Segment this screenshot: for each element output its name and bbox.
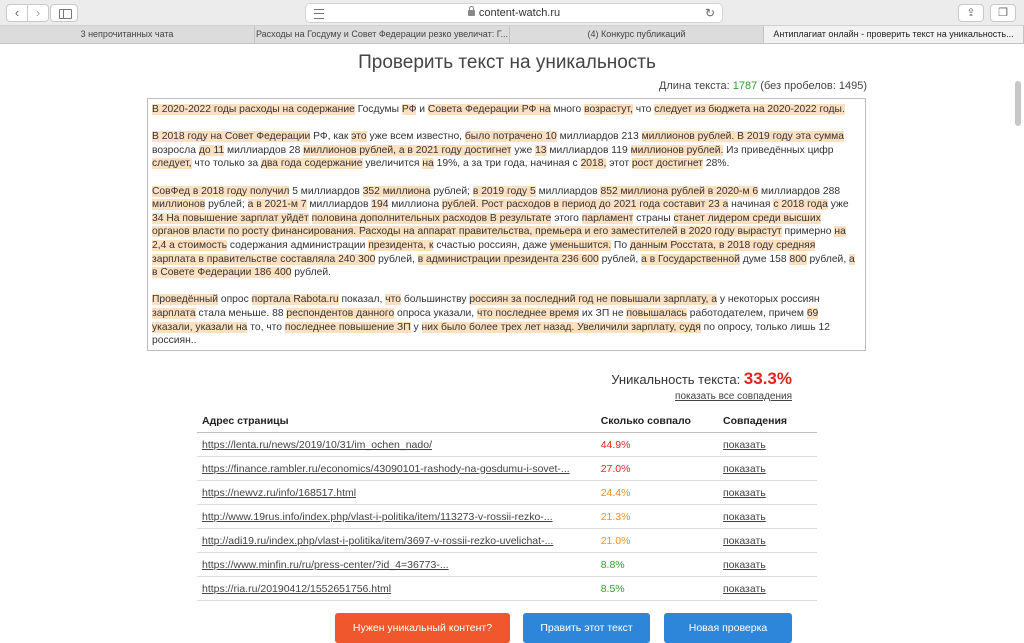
matched-fragment: миллионов рублей. В 2019 году эта сумма — [641, 131, 844, 143]
tab-contest[interactable]: (4) Конкурс публикаций — [510, 26, 764, 43]
uniqueness-label: Уникальность текста: — [611, 372, 744, 387]
text-fragment: 5 миллиардов — [289, 185, 363, 197]
match-url-link[interactable]: https://newvz.ru/info/168517.html — [202, 486, 357, 499]
tab-bar — [0, 26, 1024, 44]
matched-fragment: парламент — [581, 212, 634, 224]
text-fragment: рублей, — [806, 253, 850, 265]
matched-fragment: что — [385, 294, 401, 306]
checked-text-area[interactable] — [147, 98, 866, 351]
matched-fragment: на — [422, 158, 434, 170]
text-fragment: опрос — [217, 294, 252, 306]
match-percent: 21.0% — [596, 529, 718, 553]
text-fragment: уже — [511, 144, 536, 156]
share-icon[interactable]: ⇪ — [958, 4, 984, 22]
tab-chats[interactable]: 3 непрочитанных чата — [0, 26, 255, 43]
matched-fragment: 69 указали, указали на — [152, 307, 819, 333]
sidebar-toggle-icon[interactable] — [50, 4, 78, 22]
column-header-matches: Совпадения — [718, 410, 817, 433]
unique-content-button[interactable]: Нужен уникальный контент? — [335, 613, 510, 643]
matched-fragment: до 11 — [198, 144, 225, 156]
match-url-link[interactable]: https://finance.rambler.ru/economics/43090101-rashody-na-gosdumu-i-sovet-... — [202, 462, 570, 475]
length-value: 1787 — [732, 80, 758, 92]
match-url-link[interactable]: http://adi19.ru/index.php/vlast-i-politika/item/3697-v-rossii-rezko-uvelichat-... — [202, 534, 554, 547]
match-percent: 21.3% — [596, 505, 718, 529]
address-bar[interactable] — [305, 3, 723, 23]
url-cell — [197, 553, 596, 577]
matched-fragment: а в Совете Федерации 186 400 — [152, 253, 855, 279]
text-fragment: много — [550, 104, 585, 115]
matched-fragment: повышалась — [626, 307, 687, 319]
text-fragment: начиная — [728, 199, 774, 211]
matched-fragment: данным Росстата, в 2018 году средняя зарплата в правительстве составляла 240 300 — [152, 239, 816, 265]
matched-fragment: следует из бюджета на 2020-2022 годы. — [654, 104, 845, 115]
match-percent: 27.0% — [596, 457, 718, 481]
url-cell — [197, 457, 596, 481]
matched-fragment: россиян за последний год не повышали зарплату, а — [469, 294, 717, 306]
match-url-link[interactable]: https://lenta.ru/news/2019/10/31/im_ochen_nado/ — [202, 438, 432, 451]
match-url-link[interactable]: https://www.minfin.ru/ru/press-center/?id_4=36773-... — [202, 558, 449, 571]
text-fragment: рублей; — [430, 185, 473, 197]
table-header-row — [197, 410, 817, 433]
text-fragment: миллиардов 28 — [224, 144, 304, 156]
show-cell — [718, 577, 817, 601]
show-cell — [718, 553, 817, 577]
matched-fragment: уменьшится. — [549, 239, 612, 251]
matched-fragment: было потрачено 10 — [464, 131, 557, 143]
table-row — [197, 481, 817, 505]
text-paragraph — [152, 130, 861, 171]
matched-fragment: а в Государственной — [641, 253, 740, 265]
matches-table — [197, 410, 817, 601]
page-scrollbar[interactable] — [1015, 81, 1021, 126]
text-fragment: миллиона — [388, 199, 442, 211]
text-fragment: Из приведённых цифр — [723, 144, 834, 156]
matched-fragment: респондентов данного — [286, 307, 395, 319]
matched-fragment: СовФед в 2018 году получил — [152, 185, 290, 197]
text-fragment: рублей. — [291, 267, 331, 279]
text-fragment: Госдумы — [354, 104, 402, 115]
browser-toolbar — [0, 0, 1024, 26]
matched-fragment: последнее повышение ЗП — [284, 321, 411, 333]
match-percent: 44.9% — [596, 433, 718, 457]
text-fragment: миллиардов — [306, 199, 372, 211]
matched-fragment: портала Rabota.ru — [251, 294, 339, 306]
text-fragment: показал, — [338, 294, 386, 306]
matched-fragment: а в 2021-м 7 — [247, 199, 307, 211]
length-label: Длина текста: — [658, 80, 733, 92]
text-fragment: миллиардов 213 — [556, 131, 642, 143]
show-cell — [718, 433, 817, 457]
matched-fragment: возрастут, — [584, 104, 633, 115]
text-length — [659, 80, 867, 92]
text-fragment: этот — [606, 158, 632, 170]
show-match-link[interactable]: показать — [722, 582, 766, 595]
text-fragment: опроса указали, — [394, 307, 477, 319]
match-percent: 8.5% — [596, 577, 718, 601]
text-fragment: их ЗП не — [579, 307, 627, 319]
matched-fragment: это — [351, 131, 367, 143]
text-fragment: содержания администрации — [227, 239, 369, 251]
matched-fragment: два года содержание — [260, 158, 363, 170]
text-fragment: и — [416, 104, 428, 115]
text-fragment: примерно — [781, 226, 835, 238]
table-row — [197, 433, 817, 457]
show-cell — [718, 457, 817, 481]
tab-news[interactable]: Расходы на Госдуму и Совет Федерации резко увеличат: Г... — [255, 26, 510, 43]
url-cell — [197, 577, 596, 601]
text-fragment: то, что — [247, 321, 285, 333]
matched-fragment: в 2019 году 5 — [472, 185, 536, 197]
url-cell — [197, 505, 596, 529]
text-fragment: миллиардов 288 — [758, 185, 841, 197]
text-fragment: увеличится — [362, 158, 423, 170]
show-match-link[interactable]: показать — [722, 558, 766, 571]
text-fragment: миллиардов — [535, 185, 601, 197]
text-fragment: думе 158 — [739, 253, 790, 265]
matched-fragment: В 2020-2022 годы расходы на содержание — [152, 104, 355, 115]
matched-fragment: миллионов рублей, а в 2021 году достигнет — [303, 144, 512, 156]
show-cell — [718, 481, 817, 505]
show-match-link[interactable]: показать — [722, 486, 766, 499]
url-cell — [197, 529, 596, 553]
show-match-link[interactable]: показать — [722, 534, 766, 547]
text-fragment: стала меньше. 88 — [195, 307, 287, 319]
matched-fragment: В 2018 году на Совет Федерации — [152, 131, 311, 143]
text-fragment: большинству — [400, 294, 470, 306]
show-match-link[interactable]: показать — [722, 462, 766, 475]
show-cell — [718, 529, 817, 553]
reload-icon[interactable]: ↻ — [704, 6, 715, 20]
text-fragment: 28%. — [703, 158, 730, 170]
matched-fragment: 34 На повышение зарплат уйдёт — [152, 212, 309, 224]
matched-fragment: РФ — [401, 104, 417, 115]
match-percent: 24.4% — [596, 481, 718, 505]
lock-icon — [468, 10, 475, 16]
matched-fragment: рост достигнет — [631, 158, 703, 170]
text-paragraph — [152, 293, 861, 347]
column-header-url: Адрес страницы — [197, 410, 596, 433]
matched-fragment: 13 — [535, 144, 547, 156]
text-fragment: страны — [633, 212, 674, 224]
matched-fragment: 852 миллиона рублей в 2020-м 6 — [600, 185, 759, 197]
matched-fragment: в администрации президента 236 600 — [417, 253, 599, 265]
text-fragment: у — [410, 321, 422, 333]
matched-fragment: следует, — [152, 158, 192, 170]
text-fragment: По — [611, 239, 630, 251]
matched-fragment: Совета Федерации РФ на — [427, 104, 551, 115]
matched-fragment: 352 миллиона — [362, 185, 431, 197]
text-fragment: уже всем известно, — [366, 131, 465, 143]
matched-fragment: на 2,4 а стоимость — [152, 226, 846, 251]
text-fragment: рублей; — [205, 199, 248, 211]
table-row — [197, 505, 817, 529]
table-row — [197, 457, 817, 481]
new-check-button[interactable]: Новая проверка — [664, 613, 792, 643]
text-paragraph — [152, 185, 861, 280]
text-paragraph — [152, 103, 861, 117]
text-fragment: что только за — [191, 158, 261, 170]
page-title: Проверить текст на уникальность — [358, 52, 656, 73]
matched-fragment: половина дополнительных расходов В результате — [311, 212, 552, 224]
tab-overview-icon[interactable]: ❐ — [990, 4, 1016, 22]
text-fragment: что — [632, 104, 655, 115]
matched-fragment: 2018, — [580, 158, 607, 170]
uniqueness-value: 33.3% — [743, 369, 792, 388]
show-match-link[interactable]: показать — [722, 438, 766, 451]
text-fragment: миллиардов 119 — [546, 144, 631, 156]
match-percent: 8.8% — [596, 553, 718, 577]
matched-fragment: них было более трех лет назад. Увеличили зарплату, судя — [421, 321, 701, 333]
edit-text-button[interactable]: Править этот текст — [523, 613, 650, 643]
text-fragment: рублей, — [375, 253, 418, 265]
matched-fragment: 194 — [371, 199, 389, 211]
matched-fragment: миллионов рублей. — [630, 144, 724, 156]
back-button[interactable]: ‹ — [6, 4, 28, 22]
matched-fragment: зарплата — [152, 307, 196, 319]
uniqueness-result — [611, 369, 792, 389]
table-row — [197, 577, 817, 601]
text-fragment: 19%, а за три года, начиная с — [433, 158, 581, 170]
url-text: content-watch.ru — [478, 7, 561, 19]
text-fragment: РФ, как — [310, 131, 352, 143]
text-fragment: этого — [551, 212, 582, 224]
match-url-link[interactable]: http://www.19rus.info/index.php/vlast-i-politika/item/113273-v-rossii-rezko-... — [202, 510, 553, 523]
matched-fragment: 800 — [789, 253, 807, 265]
text-fragment: уже — [827, 199, 849, 211]
show-cell — [718, 505, 817, 529]
match-url-link[interactable]: https://ria.ru/20190412/1552651756.html — [202, 582, 392, 595]
show-match-link[interactable]: показать — [722, 510, 766, 523]
url-cell — [197, 433, 596, 457]
text-fragment: возросла — [152, 144, 199, 156]
matched-fragment: с 2018 года — [773, 199, 828, 211]
text-fragment: рублей, — [598, 253, 642, 265]
matched-fragment: президента, к — [368, 239, 434, 251]
url-cell — [197, 481, 596, 505]
matched-fragment: рублей. Рост расходов в период до 2021 года составит 23 а — [441, 199, 729, 211]
column-header-percent: Сколько совпало — [596, 410, 718, 433]
tab-antiplagiat[interactable]: Антиплагиат онлайн - проверить текст на уникальность... — [764, 26, 1024, 43]
length-suffix: (без пробелов: 1495) — [757, 80, 867, 92]
text-fragment: работодателем, причем — [686, 307, 807, 319]
text-fragment: счастью россиян, даже — [433, 239, 550, 251]
table-row — [197, 553, 817, 577]
text-fragment: у некоторых россиян — [716, 294, 820, 306]
forward-button[interactable]: › — [27, 4, 49, 22]
matched-fragment: миллионов — [152, 199, 206, 211]
show-all-matches-link[interactable]: показать все совпадения — [675, 391, 792, 402]
matched-fragment: что последнее время — [476, 307, 580, 319]
matched-fragment: станет лидером среди высших органов власти по росту финансирования. Расходы на аппарат правительства, премьера и его заместителей в 2020 году вырастут — [152, 212, 821, 238]
table-row — [197, 529, 817, 553]
matched-fragment: Проведённый — [152, 294, 218, 306]
text-fragment: по опросу, только лишь 12 россиян.. — [152, 321, 830, 347]
